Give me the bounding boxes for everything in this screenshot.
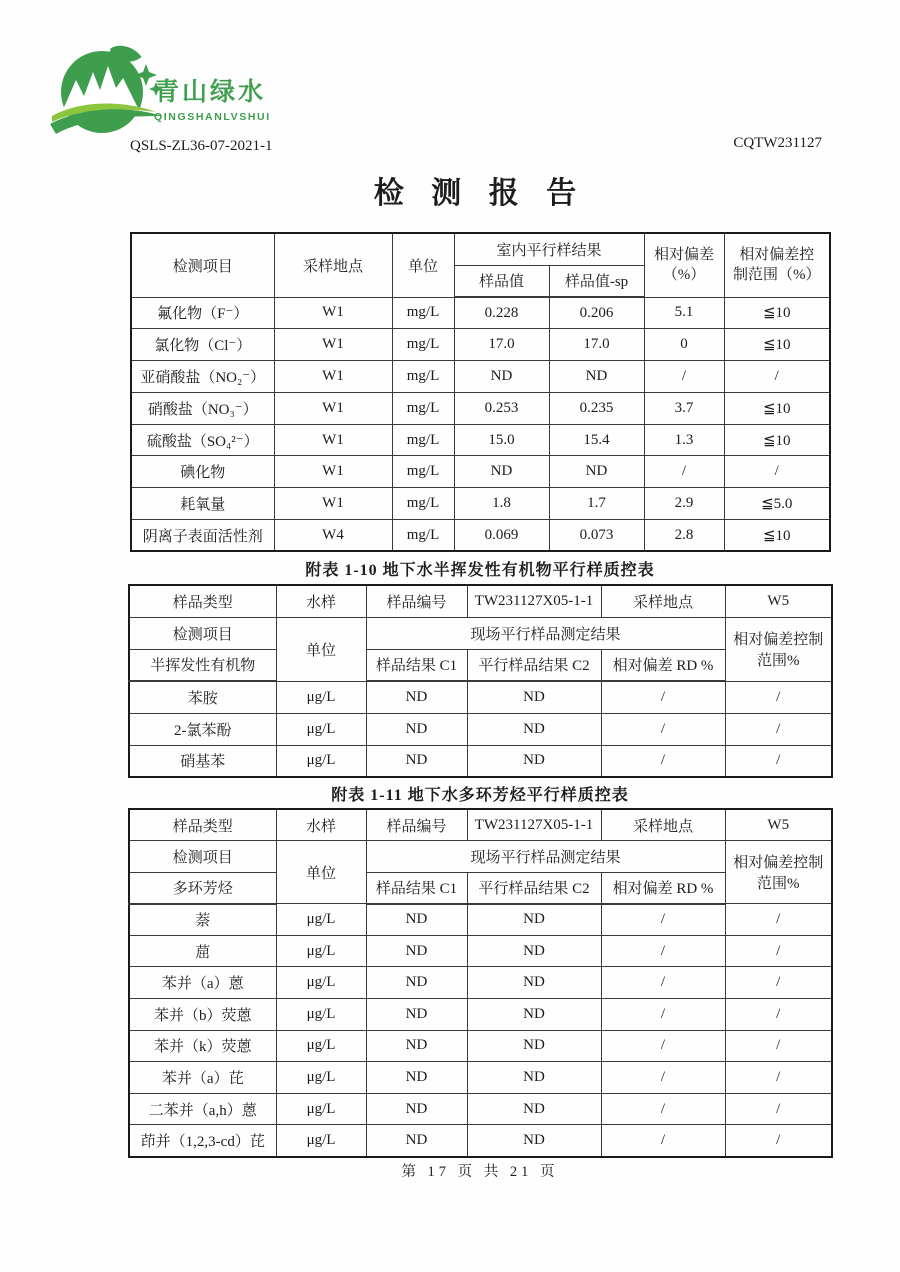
table-row (129, 904, 832, 936)
table-cell: / (601, 904, 725, 936)
table-cell: ND (467, 1030, 601, 1062)
table-cell: 阴离子表面活性剂 (131, 520, 274, 552)
table-cell: / (601, 967, 725, 999)
table-row (131, 329, 830, 361)
table-cell: 17.0 (454, 329, 549, 361)
table-cell: 3.7 (644, 392, 724, 424)
col-header-category: 多环芳烃 (129, 872, 276, 904)
table-cell: 碘化物 (131, 456, 274, 488)
table-cell: / (601, 935, 725, 967)
table-cell: ND (366, 1030, 467, 1062)
col-header-item: 检测项目 (129, 841, 276, 873)
col-header-rd: 相对偏差 RD % (601, 649, 725, 681)
table-cell: / (725, 904, 832, 936)
indoor-parallel-results-table (130, 232, 831, 552)
table-cell: 15.0 (454, 424, 549, 456)
table-row (129, 999, 832, 1031)
col-header-rd: 相对偏差 RD % (601, 872, 725, 904)
table-cell: 茚并（1,2,3-cd）芘 (129, 1125, 276, 1157)
col-header-c1: 样品结果 C1 (366, 649, 467, 681)
table-cell: μg/L (276, 681, 366, 713)
table-row (129, 681, 832, 713)
col-header-location: 采样地点 (274, 233, 392, 297)
sample-no-label: 样品编号 (366, 809, 467, 841)
table-cell: 苯并（k）荧蒽 (129, 1030, 276, 1062)
table-row (129, 745, 832, 777)
table-cell: ND (366, 1093, 467, 1125)
table-cell: ND (454, 456, 549, 488)
table-cell: 二苯并（a,h）蒽 (129, 1093, 276, 1125)
table-row (129, 1030, 832, 1062)
table-cell: ND (467, 745, 601, 777)
table-cell: ≦5.0 (724, 488, 830, 520)
table-cell: ND (366, 681, 467, 713)
table-cell: / (725, 1093, 832, 1125)
table-info-row (129, 809, 832, 841)
table-caption-1-10: 附表 1-10 地下水半挥发性有机物平行样质控表 (305, 562, 655, 579)
table-cell: 15.4 (549, 424, 644, 456)
table-cell: W1 (274, 297, 392, 329)
polycyclic-aromatics-table (128, 808, 833, 1158)
table-cell: μg/L (276, 745, 366, 777)
table-cell: / (644, 361, 724, 393)
col-header-c2: 平行样品结果 C2 (467, 649, 601, 681)
table-row (131, 520, 830, 552)
table-cell: mg/L (392, 297, 454, 329)
table-cell: 1.7 (549, 488, 644, 520)
table-cell: 0.206 (549, 297, 644, 329)
table-cell: mg/L (392, 488, 454, 520)
table-cell: μg/L (276, 904, 366, 936)
table-cell: ND (366, 935, 467, 967)
table-cell: ND (549, 361, 644, 393)
table-cell: W4 (274, 520, 392, 552)
table-cell: 苯并（a）芘 (129, 1062, 276, 1094)
col-header-category: 半挥发性有机物 (129, 649, 276, 681)
table-row (131, 297, 830, 329)
table-cell: 氟化物（F⁻） (131, 297, 274, 329)
table-cell: 硝酸盐（NO₃⁻） (131, 392, 274, 424)
table-cell: 耗氧量 (131, 488, 274, 520)
col-header-field-parallel: 现场平行样品测定结果 (366, 617, 725, 649)
table-row (129, 713, 832, 745)
table-cell: / (725, 1030, 832, 1062)
table-cell: / (725, 1125, 832, 1157)
table-cell: ND (549, 456, 644, 488)
company-name-en: QINGSHANLVSHUI (154, 111, 271, 123)
table-cell: ND (454, 361, 549, 393)
table-cell: μg/L (276, 1125, 366, 1157)
table-cell: 苯胺 (129, 681, 276, 713)
table-cell: / (601, 999, 725, 1031)
page-title: 检 测 报 告 (373, 177, 587, 210)
company-logo-text (154, 72, 314, 123)
col-header-unit: 单位 (392, 233, 454, 297)
col-header-relative-deviation (644, 233, 724, 297)
table-cell: W1 (274, 488, 392, 520)
table-cell: ND (467, 904, 601, 936)
table-cell: 2.8 (644, 520, 724, 552)
location-label: 采样地点 (601, 809, 725, 841)
table-cell: / (601, 1093, 725, 1125)
table-cell: μg/L (276, 1062, 366, 1094)
table-cell: ≦10 (724, 329, 830, 361)
report-number: CQTW231127 (733, 135, 822, 151)
table-cell: μg/L (276, 1030, 366, 1062)
table-cell: / (725, 681, 832, 713)
table-cell: μg/L (276, 999, 366, 1031)
table-cell: ND (366, 1125, 467, 1157)
sample-no-value: TW231127X05-1-1 (467, 585, 601, 617)
table-cell: ND (366, 999, 467, 1031)
header-line: （%） (662, 267, 706, 284)
table-cell: / (601, 745, 725, 777)
table-cell: / (644, 456, 724, 488)
table-cell: ND (366, 713, 467, 745)
col-header-indoor-parallel: 室内平行样结果 (454, 233, 644, 265)
col-header-item: 检测项目 (129, 617, 276, 649)
table-cell: 氯化物（Cl⁻） (131, 329, 274, 361)
table-row (131, 488, 830, 520)
table-cell: ND (467, 713, 601, 745)
table-cell: / (601, 1062, 725, 1094)
table-cell: 䓛 (129, 935, 276, 967)
table-row (129, 935, 832, 967)
table-cell: mg/L (392, 424, 454, 456)
table-cell: 硫酸盐（SO₄²⁻） (131, 424, 274, 456)
document-code: QSLS-ZL36-07-2021-1 (130, 138, 273, 154)
table-cell: ND (467, 999, 601, 1031)
table-cell: ND (467, 681, 601, 713)
table-cell: 0 (644, 329, 724, 361)
table-cell: ND (467, 1062, 601, 1094)
col-header-sample-value-sp: 样品值-sp (549, 265, 644, 297)
col-header-deviation-control (724, 233, 830, 297)
table-cell: ND (366, 967, 467, 999)
table-cell: ≦10 (724, 392, 830, 424)
table-cell: / (601, 1125, 725, 1157)
table-cell: mg/L (392, 456, 454, 488)
col-header-c2: 平行样品结果 C2 (467, 872, 601, 904)
table-row (131, 392, 830, 424)
table-cell: 5.1 (644, 297, 724, 329)
header-line: 制范围（%） (733, 267, 821, 284)
table-cell: / (725, 713, 832, 745)
sample-type-value: 水样 (276, 809, 366, 841)
table-cell: / (724, 456, 830, 488)
table-caption-1-11: 附表 1-11 地下水多环芳烃平行样质控表 (331, 787, 629, 804)
table-cell: ND (467, 1125, 601, 1157)
col-header-sample-value: 样品值 (454, 265, 549, 297)
col-header-field-parallel: 现场平行样品测定结果 (366, 841, 725, 873)
sample-type-value: 水样 (276, 585, 366, 617)
table-cell: ND (366, 745, 467, 777)
table-cell: / (725, 999, 832, 1031)
col-header-deviation-control: 相对偏差控制范围% (725, 841, 832, 904)
sample-type-label: 样品类型 (129, 809, 276, 841)
table-cell: 2.9 (644, 488, 724, 520)
header-line: 相对偏差控 (739, 247, 815, 263)
table-cell: μg/L (276, 713, 366, 745)
table-row (129, 967, 832, 999)
location-value: W5 (725, 585, 832, 617)
table-cell: W1 (274, 361, 392, 393)
table-cell: 萘 (129, 904, 276, 936)
table-cell: 1.3 (644, 424, 724, 456)
table-cell: ND (467, 967, 601, 999)
sample-type-label: 样品类型 (129, 585, 276, 617)
table-cell: μg/L (276, 935, 366, 967)
table-cell: 苯并（a）蒽 (129, 967, 276, 999)
table-cell: ND (366, 1062, 467, 1094)
table-row (129, 1093, 832, 1125)
table-cell: / (725, 745, 832, 777)
table-cell: 2-氯苯酚 (129, 713, 276, 745)
table-cell: / (725, 1062, 832, 1094)
table-cell: W1 (274, 329, 392, 361)
table-cell: / (601, 713, 725, 745)
table-cell: W1 (274, 392, 392, 424)
table-cell: / (724, 361, 830, 393)
table-row (131, 424, 830, 456)
table-cell: 0.069 (454, 520, 549, 552)
table-cell: μg/L (276, 967, 366, 999)
table-cell: 1.8 (454, 488, 549, 520)
table-cell: 0.253 (454, 392, 549, 424)
table-cell: ≦10 (724, 424, 830, 456)
table-cell: 亚硝酸盐（NO₂⁻） (131, 361, 274, 393)
table-cell: ≦10 (724, 520, 830, 552)
table-cell: 0.228 (454, 297, 549, 329)
table-header-row (129, 841, 832, 873)
col-header-deviation-control: 相对偏差控制范围% (725, 617, 832, 681)
table-cell: 17.0 (549, 329, 644, 361)
table-cell: ND (467, 935, 601, 967)
semi-volatile-organics-table (128, 584, 833, 778)
table-cell: / (601, 1030, 725, 1062)
table-header-row (129, 617, 832, 649)
table-cell: ≦10 (724, 297, 830, 329)
page-number: 第 17 页 共 21 页 (401, 1164, 559, 1180)
location-value: W5 (725, 809, 832, 841)
table-cell: mg/L (392, 520, 454, 552)
table-cell: / (725, 967, 832, 999)
table-cell: mg/L (392, 392, 454, 424)
sample-no-value: TW231127X05-1-1 (467, 809, 601, 841)
location-label: 采样地点 (601, 585, 725, 617)
table-cell: / (725, 935, 832, 967)
table-cell: ND (467, 1093, 601, 1125)
sample-no-label: 样品编号 (366, 585, 467, 617)
table-cell: mg/L (392, 329, 454, 361)
table-cell: / (601, 681, 725, 713)
table-cell: 0.235 (549, 392, 644, 424)
table-cell: ND (366, 904, 467, 936)
table-cell: W1 (274, 456, 392, 488)
table-header-row (131, 233, 830, 265)
col-header-unit: 单位 (276, 617, 366, 681)
table-row (129, 1125, 832, 1157)
table-cell: mg/L (392, 361, 454, 393)
col-header-c1: 样品结果 C1 (366, 872, 467, 904)
table-cell: μg/L (276, 1093, 366, 1125)
table-cell: W1 (274, 424, 392, 456)
table-row (131, 456, 830, 488)
table-info-row (129, 585, 832, 617)
table-row (131, 361, 830, 393)
table-cell: 苯并（b）荧蒽 (129, 999, 276, 1031)
company-name-cn: 青山绿水 (154, 78, 267, 106)
table-cell: 硝基苯 (129, 745, 276, 777)
table-row (129, 1062, 832, 1094)
col-header-item: 检测项目 (131, 233, 274, 297)
col-header-unit: 单位 (276, 841, 366, 904)
header-line: 相对偏差 (654, 247, 715, 263)
table-cell: 0.073 (549, 520, 644, 552)
